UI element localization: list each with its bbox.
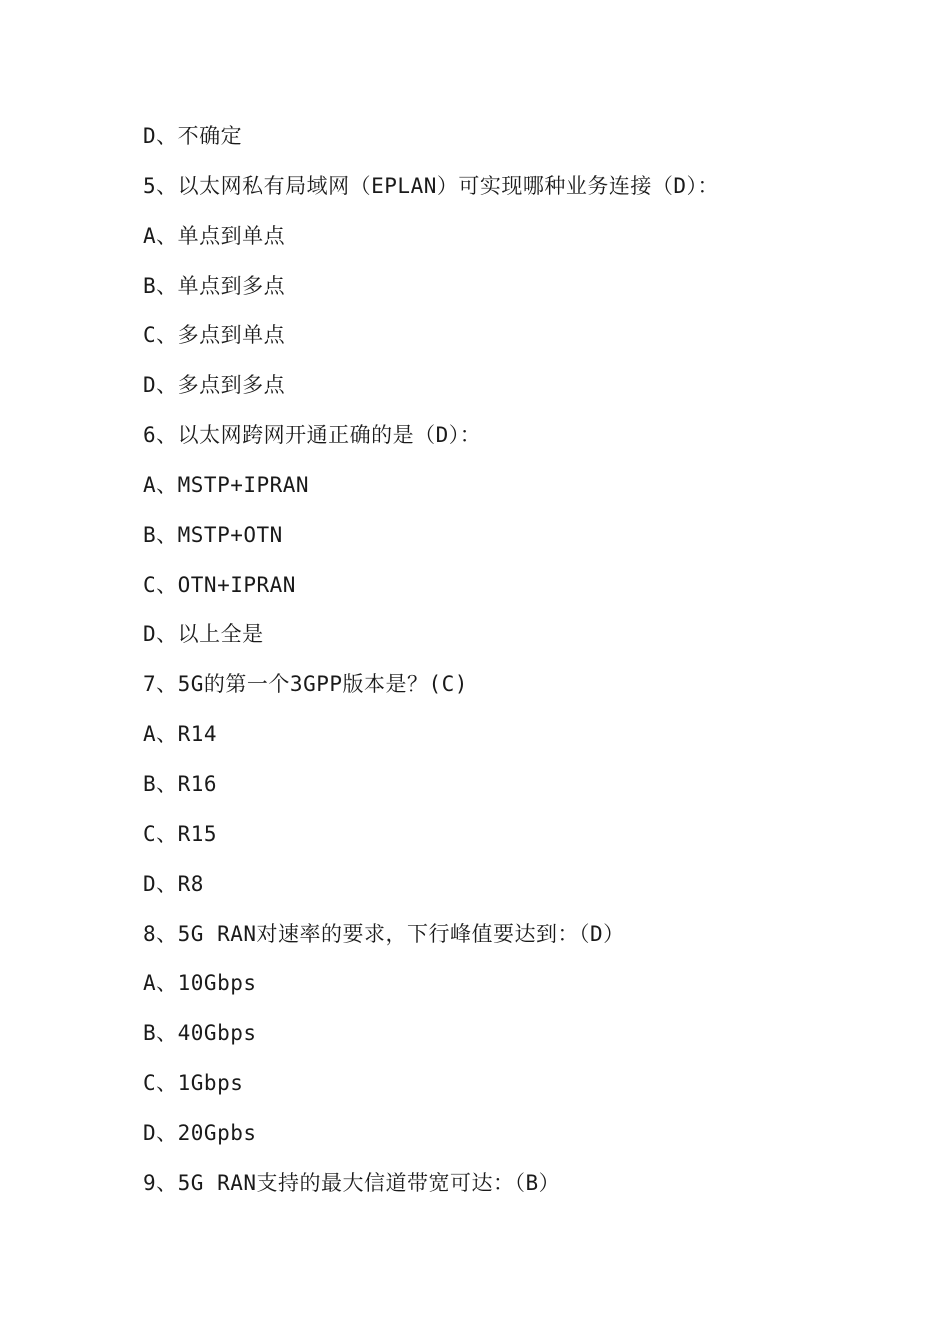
option-d-q5: D、多点到多点 [143,373,286,398]
option-a-q8: A、10Gbps [143,971,257,996]
option-a-q5: A、单点到单点 [143,223,286,248]
question-6: 6、以太网跨网开通正确的是（D）： [143,423,482,448]
option-c-q8: C、1Gbps [143,1071,244,1096]
option-d-q8: D、20Gpbs [143,1120,257,1145]
option-c-q6: C、OTN+IPRAN [143,572,296,597]
option-b-q7: B、R16 [143,771,218,796]
question-9: 9、5G RAN支持的最大信道带宽可达：（B） [143,1170,561,1195]
option-c-q5: C、多点到单点 [143,323,286,348]
option-c-q7: C、R15 [143,821,218,846]
option-b-q6: B、MSTP+OTN [143,522,283,547]
option-d-q6: D、以上全是 [143,622,264,647]
question-list [143,121,883,1218]
option-d-q7: D、R8 [143,871,204,896]
option-b-q5: B、单点到多点 [143,273,286,298]
option-d-q4: D、不确定 [143,124,243,148]
option-a-q7: A、R14 [143,722,218,747]
option-a-q6: A、MSTP+IPRAN [143,472,310,497]
question-8: 8、5G RAN对速率的要求，下行峰值要达到：（D） [143,921,625,946]
question-5: 5、以太网私有局域网（EPLAN）可实现哪种业务连接（D）： [143,173,719,198]
question-7: 7、5G的第一个3GPP版本是？(C) [143,672,468,697]
option-b-q8: B、40Gbps [143,1021,257,1046]
